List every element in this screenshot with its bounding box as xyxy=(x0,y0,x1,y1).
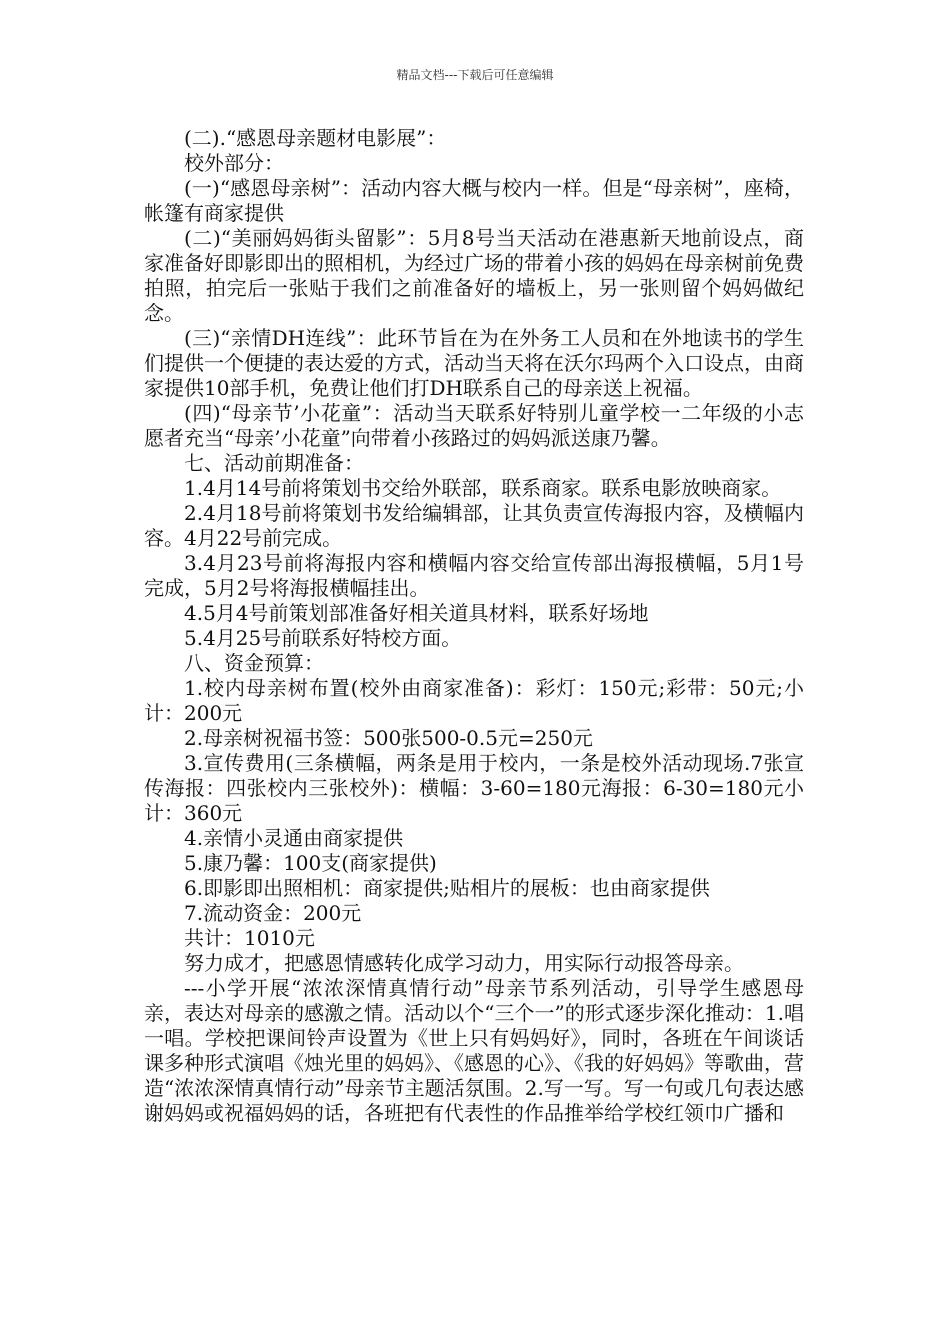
paragraph: (四)“母亲节’小花童”：活动当天联系好特别儿童学校一二年级的小志愿者充当“母亲’小花童”向带着小孩路过的妈妈派送康乃馨。 xyxy=(144,401,804,450)
paragraph: 八、资金预算： xyxy=(184,651,324,675)
paragraph: 努力成才，把感恩情感转化成学习动力，用实际行动报答母亲。 xyxy=(184,951,744,975)
paragraph: 5.4月25号前联系好特校方面。 xyxy=(184,626,462,650)
paragraph: 1.校内母亲树布置(校外由商家准备)：彩灯：150元;彩带：50元;小计：200元 xyxy=(144,676,804,725)
paragraph: 5.康乃馨：100支(商家提供) xyxy=(184,851,437,875)
paragraph: 4.5月4号前策划部准备好相关道具材料，联系好场地 xyxy=(184,601,649,625)
paragraph: 2.母亲树祝福书签：500张500-0.5元=250元 xyxy=(184,726,593,750)
paragraph: 7.流动资金：200元 xyxy=(184,901,362,925)
paragraph: (二).“感恩母亲题材电影展”： xyxy=(184,126,447,150)
paragraph: 2.4月18号前将策划书发给编辑部，让其负责宣传海报内容，及横幅内容。4月22号前完成。 xyxy=(144,501,804,550)
paragraph: 共计：1010元 xyxy=(184,926,315,950)
paragraph: (二)“美丽妈妈街头留影”：5月8号当天活动在港惠新天地前设点，商家准备好即影即出的照相机，为经过广场的带着小孩的妈妈在母亲树前免费拍照，拍完后一张贴于我们之前准备好的墙板上，另一张则留个妈妈做纪念。 xyxy=(144,226,804,325)
paragraph: 3.宣传费用(三条横幅，两条是用于校内，一条是校外活动现场.7张宣传海报：四张校内三张校外)：横幅：3-60=180元海报：6-30=180元小计：360元 xyxy=(144,751,804,825)
paragraph: 校外部分： xyxy=(184,151,284,175)
paragraph: 1.4月14号前将策划书交给外联部，联系商家。联系电影放映商家。 xyxy=(184,476,782,500)
paragraph: 3.4月23号前将海报内容和横幅内容交给宣传部出海报横幅，5月1号完成，5月2号将海报横幅挂出。 xyxy=(144,551,804,600)
paragraph: (三)“亲情DH连线”：此环节旨在为在外务工人员和在外地读书的学生们提供一个便捷的表达爱的方式，活动当天将在沃尔玛两个入口设点，由商家提供10部手机，免费让他们打DH联系自己的母亲送上祝福。 xyxy=(144,326,804,400)
page-header: 精品文档---下载后可任意编辑 xyxy=(396,68,554,82)
document-body xyxy=(144,126,804,1126)
paragraph: 4.亲情小灵通由商家提供 xyxy=(184,826,404,850)
paragraph: 七、活动前期准备： xyxy=(184,451,364,475)
paragraph: ---小学开展“浓浓深情真情行动”母亲节系列活动，引导学生感恩母亲，表达对母亲的感激之情。活动以个“三个一”的形式逐步深化推动：1.唱一唱。学校把课间铃声设置为《世上只有妈妈好》，同时，各班在午间谈话课多种形式演唱《烛光里的妈妈》、《感恩的心》、《我的好妈妈》等歌曲，营造“浓浓深情真情行动”母亲节主题活氛围。2.写一写。写一句或几句表达感谢妈妈或祝福妈妈的话，各班把有代表性的作品推举给学校红领巾广播和 xyxy=(144,976,804,1125)
paragraph: (一)“感恩母亲树”：活动内容大概与校内一样。但是“母亲树”，座椅，帐篷有商家提供 xyxy=(144,176,804,225)
paragraph: 6.即影即出照相机：商家提供;贴相片的展板：也由商家提供 xyxy=(184,876,710,900)
